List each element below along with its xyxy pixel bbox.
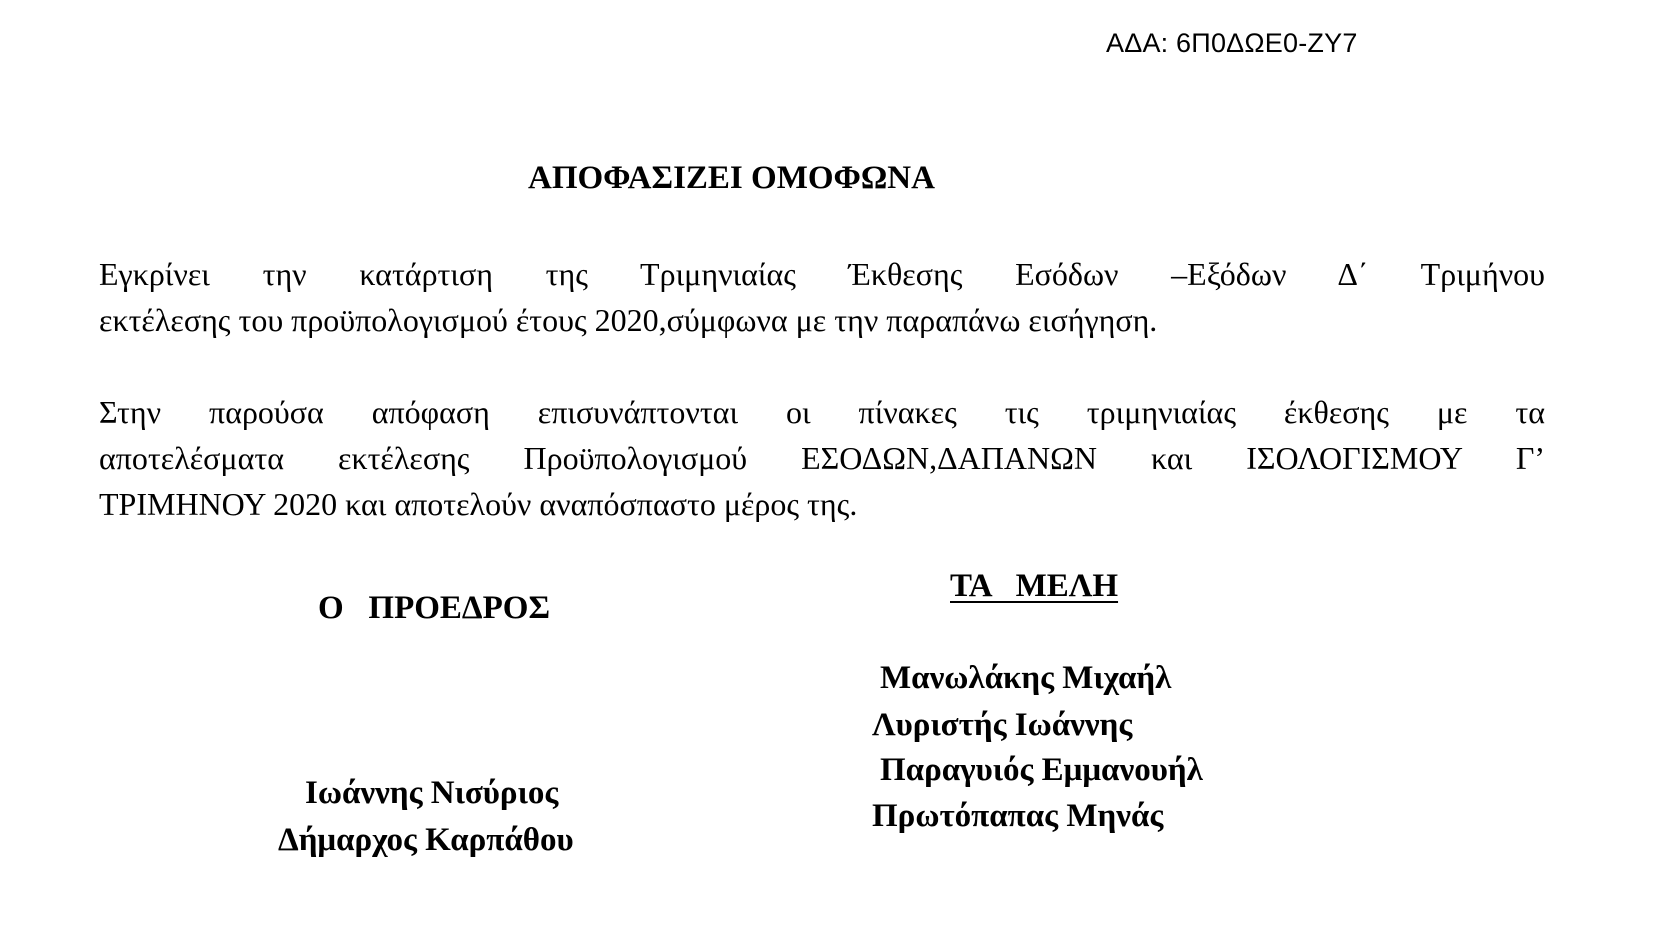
paragraph-line: Στην παρούσα απόφαση επισυνάπτονται οι πίνακες τις τριμηνιαίας έκθεσης με τα [99, 394, 1545, 430]
member-name: Παραγυιός Εμμανουήλ [880, 752, 1203, 788]
ada-identifier: ΑΔΑ: 6Π0ΔΩΕ0-ΖΥ7 [1106, 28, 1358, 58]
member-name: Μανωλάκης Μιχαήλ [880, 660, 1172, 696]
members-title: ΤΑ ΜΕΛΗ [950, 568, 1119, 604]
paragraph-line: ΤΡΙΜΗΝΟΥ 2020 και αποτελούν αναπόσπαστο μέρος της. [99, 486, 858, 522]
decision-paragraph-approval [99, 251, 1545, 343]
decision-heading: ΑΠΟΦΑΣΙΖΕΙ ΟΜΟΦΩΝΑ [528, 160, 935, 196]
member-name: Πρωτόπαπας Μηνάς [872, 798, 1164, 834]
paragraph-line: Εγκρίνει την κατάρτιση της Τριμηνιαίας Έκθεσης Εσόδων –Εξόδων Δ΄ Τριμήνου [99, 256, 1545, 292]
decision-paragraph-attachments [99, 389, 1545, 527]
paragraph-line: αποτελέσματα εκτέλεσης Προϋπολογισμού ΕΣΟΔΩΝ,ΔΑΠΑΝΩΝ και ΙΣΟΛΟΓΙΣΜΟΥ Γ’ [99, 440, 1545, 476]
paragraph-line: εκτέλεσης του προϋπολογισμού έτους 2020,σύμφωνα με την παραπάνω εισήγηση. [99, 302, 1158, 338]
president-role: Δήμαρχος Καρπάθου [278, 822, 574, 858]
president-title: Ο ΠΡΟΕΔΡΟΣ [318, 590, 551, 626]
president-name: Ιωάννης Νισύριος [305, 775, 559, 811]
member-name: Λυριστής Ιωάννης [872, 707, 1133, 743]
